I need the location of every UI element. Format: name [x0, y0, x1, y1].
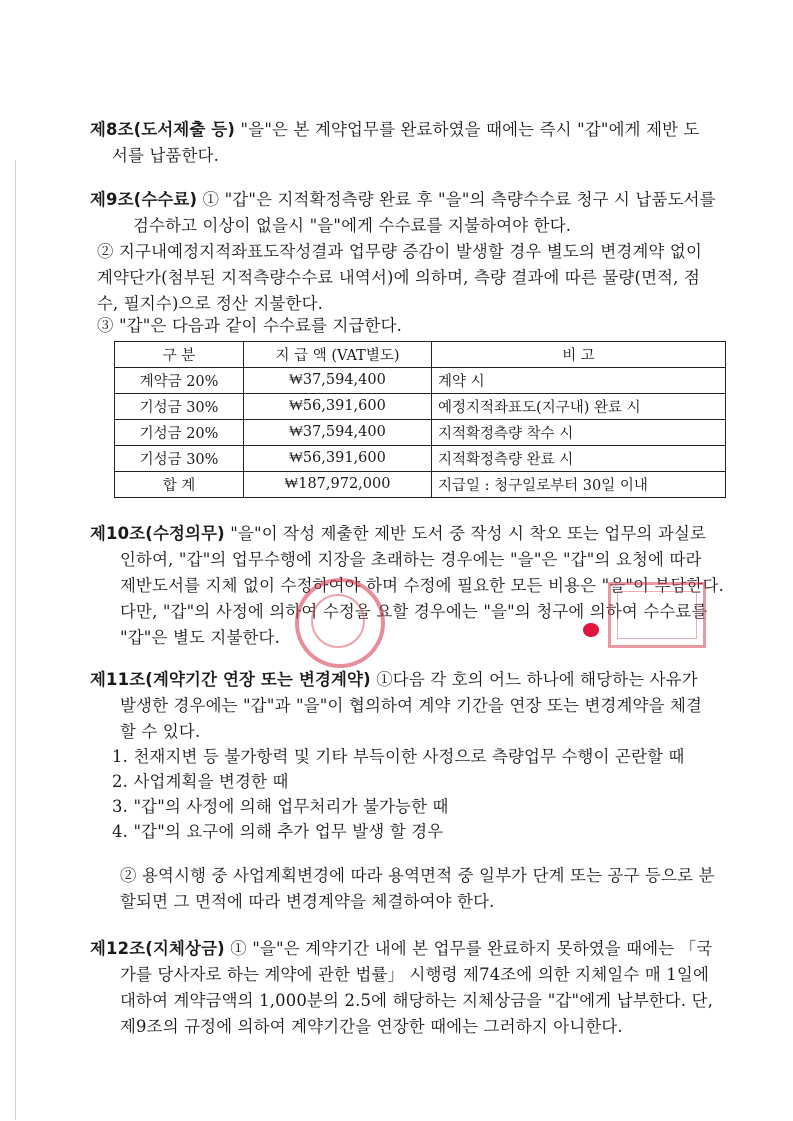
cell-amount: ₩187,972,000	[244, 472, 432, 498]
table-row	[115, 394, 726, 420]
table-row	[115, 420, 726, 446]
art12-heading: 제12조(지체상금)	[90, 939, 225, 958]
art10-line-2: 인하여, "갑"의 업무수행에 지장을 초래하는 경우에는 "을"은 "갑"의 요청에 따라	[120, 550, 702, 569]
art10-line-5: "갑"은 별도 지불한다.	[120, 628, 280, 647]
red-ink-mark	[583, 623, 599, 637]
art8-line-1: 제8조(도서제출 등) "을"은 본 계약업무를 완료하였을 때에는 즉시 "갑"에게 제반 도	[90, 120, 700, 139]
cell-category: 합 계	[115, 472, 244, 498]
cell-remarks: 예정지적좌표도(지구내) 완료 시	[432, 394, 726, 420]
cell-category: 기성금 30%	[115, 394, 244, 420]
col-header-amount: 지 급 액 (VAT별도)	[244, 342, 432, 368]
art10-heading: 제10조(수정의무)	[90, 524, 225, 543]
art11-item-2: 2. 사업계획을 변경한 때	[112, 772, 289, 791]
cell-remarks: 지급일 : 청구일로부터 30일 이내	[432, 472, 726, 498]
cell-category: 기성금 30%	[115, 446, 244, 472]
art10-line-4: 다만, "갑"의 사정에 의하여 수정을 요할 경우에는 "을"의 청구에 의하여 수수료를	[120, 602, 708, 621]
art9-line-1: 제9조(수수료) ① "갑"은 지적확정측량 완료 후 "을"의 측량수수료 청구 시 납품도서를	[90, 190, 716, 209]
table-row	[115, 368, 726, 394]
cell-amount: ₩37,594,400	[244, 420, 432, 446]
cell-amount: ₩56,391,600	[244, 446, 432, 472]
cell-amount: ₩56,391,600	[244, 394, 432, 420]
art11-line-1: 제11조(계약기간 연장 또는 변경계약) ①다음 각 호의 어느 하나에 해당하는 사유가	[90, 670, 698, 689]
art12-line-1: 제12조(지체상금) ① "을"은 계약기간 내에 본 업무를 완료하지 못하였을 때에는 「국	[90, 939, 713, 958]
table-total-row	[115, 472, 726, 498]
art9-line-5: 수, 필지수)으로 정산 지불한다.	[97, 294, 324, 313]
art9-line-6: ③ "갑"은 다음과 같이 수수료를 지급한다.	[97, 316, 403, 335]
cell-amount: ₩37,594,400	[244, 368, 432, 394]
art11-line-8: ② 용역시행 중 사업계획변경에 따라 용역면적 중 일부가 단계 또는 공구 등으로 분	[120, 866, 715, 885]
art9-line-3: ② 지구내예정지적좌표도작성결과 업무량 증감이 발생할 경우 별도의 변경계약 없이	[97, 242, 703, 261]
table-row	[115, 446, 726, 472]
art11-item-4: 4. "갑"의 요구에 의해 추가 업무 발생 할 경우	[112, 822, 444, 841]
art9-line-2: 검수하고 이상이 없을시 "을"에게 수수료를 지불하여야 한다.	[133, 216, 572, 235]
art12-line-3: 대하여 계약금액의 1,000분의 2.5에 해당하는 지체상금을 "갑"에게 납부한다. 단,	[120, 991, 714, 1010]
red-seal-stamp	[295, 578, 385, 668]
cell-remarks: 지적확정측량 착수 시	[432, 420, 726, 446]
cell-category: 기성금 20%	[115, 420, 244, 446]
art11-item-3: 3. "갑"의 사정에 의해 업무처리가 불가능한 때	[112, 797, 449, 816]
table-header-row	[115, 342, 726, 368]
art11-heading: 제11조(계약기간 연장 또는 변경계약)	[90, 670, 371, 689]
fee-table	[114, 341, 726, 498]
art12-line-2: 가를 당사자로 하는 계약에 관한 법률」 시행령 제74조에 의한 지체일수 매 1일에	[120, 965, 709, 984]
art11-item-1: 1. 천재지변 등 불가항력 및 기타 부득이한 사정으로 측량업무 수행이 곤란할 때	[112, 747, 685, 766]
col-header-remarks: 비 고	[432, 342, 726, 368]
red-square-seal-stamp	[608, 582, 706, 648]
cell-remarks: 계약 시	[432, 368, 726, 394]
art9-line-4: 계약단가(첨부된 지적측량수수료 내역서)에 의하며, 측량 결과에 따른 물량(면적, 점	[97, 268, 700, 287]
cell-category: 계약금 20%	[115, 368, 244, 394]
col-header-category: 구 분	[115, 342, 244, 368]
art8-heading: 제8조(도서제출 등)	[90, 120, 236, 139]
art8-line-2: 서를 납품한다.	[112, 146, 220, 165]
art10-line-1: 제10조(수정의무) "을"이 작성 제출한 제반 도서 중 작성 시 착오 또는 업무의 과실로	[90, 524, 707, 543]
cell-remarks: 지적확정측량 완료 시	[432, 446, 726, 472]
art9-heading: 제9조(수수료)	[90, 190, 198, 209]
art11-line-9: 할되면 그 면적에 따라 변경계약을 체결하여야 한다.	[120, 892, 495, 911]
art11-line-2: 발생한 경우에는 "갑"과 "을"이 협의하여 계약 기간을 연장 또는 변경계약을 체결	[120, 696, 703, 715]
scan-edge-line	[15, 160, 16, 1120]
art10-line-3: 제반도서를 지체 없이 수정하여야 하며 수정에 필요한 모든 비용은 "을"이 부담한다.	[120, 576, 725, 595]
art11-line-3: 할 수 있다.	[120, 722, 201, 741]
art12-line-4: 제9조의 규정에 의하여 계약기간을 연장한 때에는 그러하지 아니한다.	[120, 1017, 623, 1036]
